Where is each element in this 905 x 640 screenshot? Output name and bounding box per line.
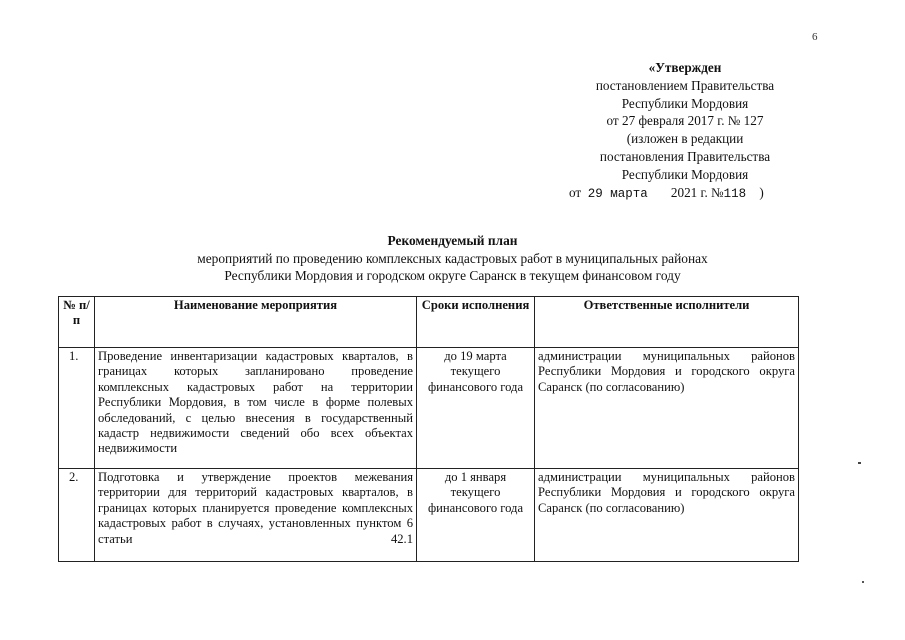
row-num: 1. xyxy=(59,348,95,469)
header-term: Сроки исполнения xyxy=(417,297,535,348)
approval-line: Республики Мордовия xyxy=(621,95,749,111)
row-name: Проведение инвентаризации кадастровых кварталов, в границах которых запланировано проведение комплексных кадастровых работ на территории Республики Мордовия, в том числе в форме полевых обследований, с целью внесения в государственный кадастр недвижимости сведений обо всех объектах недвижимости xyxy=(95,348,417,469)
row-resp: администрации муниципальных районов Республики Мордовия и городского округа Саранск (по согласованию) xyxy=(535,469,799,562)
table-header-row xyxy=(59,297,799,348)
date-suffix: ) xyxy=(759,184,764,200)
table-row xyxy=(59,348,799,469)
date-prefix: от xyxy=(569,184,582,200)
plan-table xyxy=(58,296,799,562)
approval-line: постановления Правительства xyxy=(599,148,771,164)
approval-line: постановлением Правительства xyxy=(595,77,775,93)
row-resp: администрации муниципальных районов Республики Мордовия и городского округа Саранск (по согласованию) xyxy=(535,348,799,469)
document-subtitle: мероприятий по проведению комплексных кадастровых работ в муниципальных районах xyxy=(197,250,708,266)
approval-line: от 27 февраля 2017 г. № 127 xyxy=(606,113,764,129)
document-title: Рекомендуемый план xyxy=(387,233,518,248)
row-name: Подготовка и утверждение проектов межевания территории для территорий кадастровых кварталов, в границах которых планируется проведение комплексных кадастровых работ в случаях, установленных пунктом 6 статьи 42.1 xyxy=(95,469,417,562)
table-row xyxy=(59,469,799,562)
scan-speck xyxy=(858,462,861,464)
row-num: 2. xyxy=(59,469,95,562)
row-term: до 1 января текущего финансового года xyxy=(417,469,535,562)
scan-speck xyxy=(862,581,864,583)
approval-stamp xyxy=(555,59,815,203)
approval-line: (изложен в редакции xyxy=(626,131,744,147)
approval-date-line xyxy=(555,184,815,204)
document-title-block xyxy=(100,232,805,285)
date-year: 2021 г. № xyxy=(670,184,724,200)
approval-line: Республики Мордовия xyxy=(621,166,749,182)
header-num: № п/п xyxy=(59,297,95,348)
header-resp: Ответственные исполнители xyxy=(535,297,799,348)
document-subtitle: Республики Мордовия и городском округе Саранск в текущем финансовом году xyxy=(224,268,681,283)
date-value: 29 марта xyxy=(587,186,648,201)
row-term: до 19 марта текущего финансового года xyxy=(417,348,535,469)
resolution-number: 118 xyxy=(723,186,747,201)
page-number: 6 xyxy=(812,31,818,43)
approval-heading: «Утвержден xyxy=(648,60,722,75)
header-name: Наименование мероприятия xyxy=(95,297,417,348)
